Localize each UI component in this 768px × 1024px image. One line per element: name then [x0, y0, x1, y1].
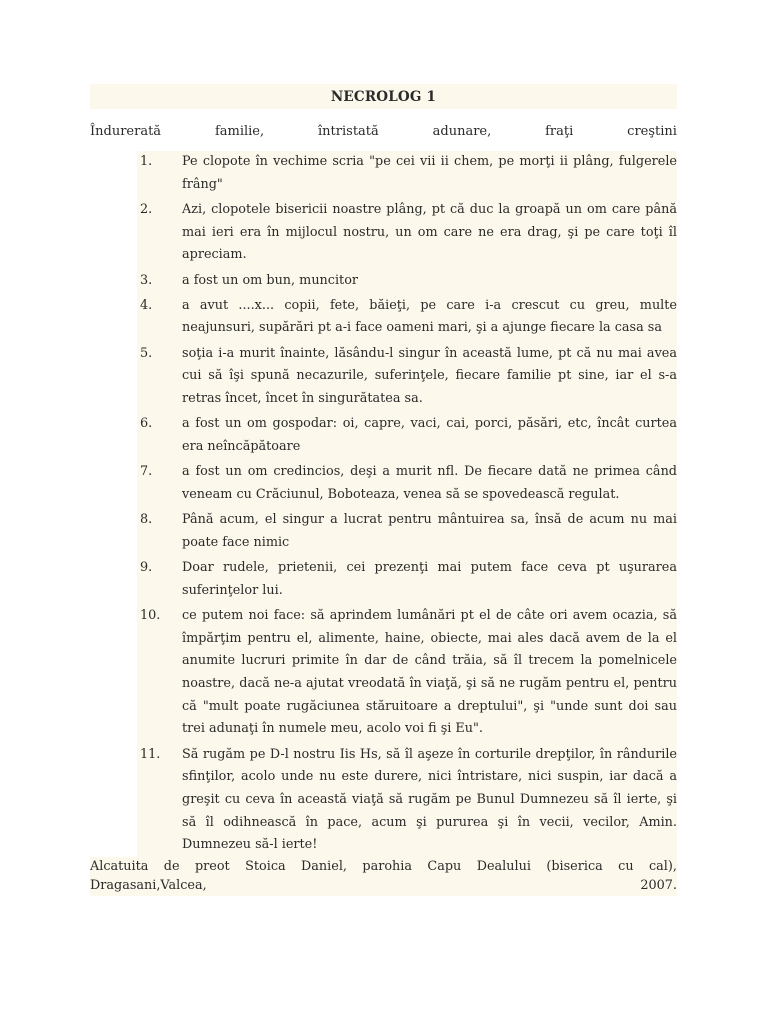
list-item [137, 343, 677, 411]
list-item-number: 3. [140, 272, 153, 288]
list-item-number: 6. [140, 416, 153, 432]
list-item [137, 557, 677, 602]
document-title: NECROLOG 1 [90, 84, 677, 109]
list-item-text: a fost un om gospodar: oi, capre, vaci, cai, porci, păsări, etc, încât curtea era neîncăpătoare [182, 416, 677, 454]
footer-word: preot [194, 858, 230, 874]
list-item-number: 7. [140, 464, 153, 480]
footer-word: de [163, 858, 180, 874]
list-item-number: 10. [140, 607, 161, 623]
list-item [137, 151, 677, 196]
footer-word: Alcatuita [90, 858, 149, 874]
author-footer [90, 857, 677, 896]
list-item-text: Să rugăm pe D-l nostru Iis Hs, să îl aşeze în corturile drepţilor, în rândurile sfinţilor, acolo unde nu este durere, nici întristare, nici suspin, iar dacă a greşit cu ceva în această viaţă să rugăm pe Bunul Dumnezeu să îl ierte, şi să îl odihnească în pace, acum şi pururea şi în vecii, vecilor, Amin. Dumnezeu să-l ierte! [182, 746, 677, 853]
list-item-text: Doar rudele, prietenii, cei prezenţi mai putem face ceva pt uşurarea suferinţelor lui. [182, 559, 677, 598]
list-item [137, 295, 677, 340]
intro-word: creştini [627, 124, 677, 139]
list-item-number: 11. [140, 746, 161, 762]
list-item-number: 4. [140, 297, 153, 313]
footer-word: (biserica [546, 858, 603, 874]
list-item-text: a fost un om credincios, deşi a murit nfl. De fiecare dată ne primea când veneam cu Crăciunul, Boboteaza, venea să se spovedească regulat. [182, 464, 677, 502]
footer-line-2 [90, 876, 677, 896]
footer-word: Dealului [476, 858, 531, 874]
list-item [137, 605, 677, 741]
intro-word: întristată [318, 124, 379, 139]
footer-word: Stoica [245, 858, 286, 874]
list-item-text: ce putem noi face: să aprindem lumânări pt el de câte ori avem ocazia, să împărţim pentru el, alimente, haine, obiecte, mai ales dacă avem de la el anumite lucruri primite în dar de când trăia, să îl trecem la pomelnicele noastre, dacă ne-a ajutat vreodată în viaţă, şi să ne rugăm pentru el, pentru că "mult poate rugăciunea stăruitoare a dreptului", şi "unde sunt doi sau trei adunaţi în numele meu, acolo voi fi şi Eu". [182, 607, 677, 737]
list-item-number: 1. [140, 154, 153, 169]
document-page [90, 84, 677, 896]
intro-line [90, 123, 677, 145]
footer-year: 2007. [640, 878, 677, 894]
list-item-number: 5. [140, 345, 153, 361]
footer-word: cal), [649, 858, 677, 874]
footer-location: Dragasani,Valcea, [90, 878, 207, 894]
footer-line-1 [90, 857, 677, 877]
intro-word: Îndurerată [90, 124, 162, 139]
list-item-number: 2. [140, 201, 153, 217]
intro-word: adunare, [432, 124, 492, 139]
list-item-text: Pe clopote în vechime scria "pe cei vii ii chem, pe morţi ii plâng, fulgerele frâng" [182, 154, 677, 192]
footer-word: cu [618, 858, 634, 874]
footer-word: Daniel, [301, 858, 347, 874]
footer-word: parohia [362, 858, 413, 874]
numbered-list [137, 151, 677, 857]
list-item-number: 8. [140, 512, 153, 528]
list-item-text: Azi, clopotele bisericii noastre plâng, pt că duc la groapă un om care până mai ieri era în mijlocul nostru, un om care ne era drag, şi pe care toţi îl apreciam. [182, 201, 677, 263]
intro-word: familie, [214, 124, 265, 139]
list-item [137, 199, 677, 267]
list-item [137, 461, 677, 506]
list-item [137, 270, 677, 293]
list-item-number: 9. [140, 559, 153, 575]
intro-word: fraţi [545, 124, 574, 139]
footer-word: Capu [427, 858, 462, 874]
list-item-text: soţia i-a murit înainte, lăsându-l singur în această lume, pt că nu mai avea cui să îşi spună necazurile, suferinţele, fiecare familie pt sine, iar el s-a retras încet, încet în singurătatea sa. [182, 345, 677, 407]
list-item [137, 509, 677, 554]
list-item-text: Până acum, el singur a lucrat pentru mântuirea sa, însă de acum nu mai poate face nimic [182, 512, 677, 550]
list-item-text: a fost un om bun, muncitor [182, 272, 359, 288]
list-item-text: a avut ....x... copii, fete, băieţi, pe care i-a crescut cu greu, multe neajunsuri, supărări pt a-i face oameni mari, şi a ajunge fiecare la casa sa [182, 297, 677, 336]
list-item [137, 413, 677, 458]
list-item [137, 744, 677, 858]
